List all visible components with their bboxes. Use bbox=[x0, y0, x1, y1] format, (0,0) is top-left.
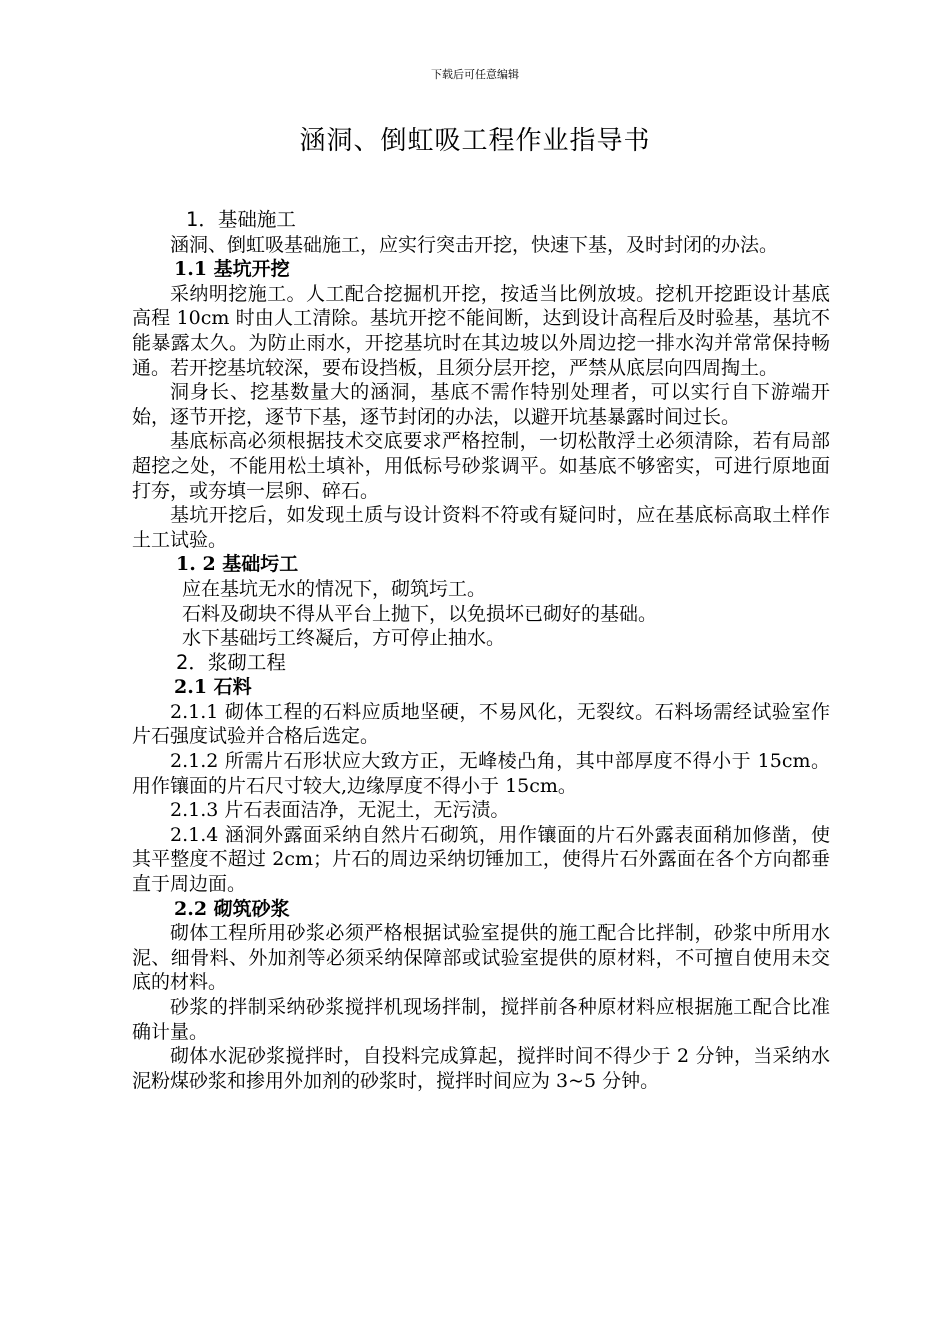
paragraph: 洞身长、挖基数量大的涵洞，基底不需作特别处理者，可以实行自下游端开始，逐节开挖，逐节下基，逐节封闭的办法，以避开坑基暴露时间过长。 bbox=[132, 381, 830, 428]
paragraph: 2.1.4 涵洞外露面采纳自然片石砌筑，用作镶面的片石外露表面稍加修凿，使其平整度不超过 2cm；片石的周边采纳切锤加工，使得片石外露面在各个方向都垂直于周边面。 bbox=[132, 823, 830, 896]
document-body bbox=[132, 208, 830, 1093]
paragraph: 水下基础圬工终凝后，方可停止抽水。 bbox=[182, 627, 506, 650]
section-heading-1-1: 1.1 基坑开挖 bbox=[174, 258, 290, 281]
section-heading-2-1: 2.1 石料 bbox=[174, 676, 252, 699]
paragraph: 应在基坑无水的情况下，砌筑圬工。 bbox=[182, 577, 487, 600]
page-header: 下载后可任意编辑 bbox=[431, 68, 519, 81]
paragraph: 基底标高必须根据技术交底要求严格控制，一切松散浮土必须清除，若有局部超挖之处，不能用松土填补，用低标号砂浆调平。如基底不够密实，可进行原地面打夯，或夯填一层卵、碎石。 bbox=[132, 430, 830, 502]
section-heading-1-2: 1. 2 基础圬工 bbox=[176, 553, 299, 576]
paragraph: 石料及砌块不得从平台上抛下，以免损坏已砌好的基础。 bbox=[182, 602, 658, 625]
paragraph: 基坑开挖后，如发现土质与设计资料不符或有疑问时，应在基底标高取土样作土工试验。 bbox=[132, 504, 830, 551]
section-heading-2: 2．浆砌工程 bbox=[176, 650, 286, 674]
document-title: 涵洞、倒虹吸工程作业指导书 bbox=[299, 126, 651, 156]
paragraph: 砂浆的拌制采纳砂浆搅拌机现场拌制，搅拌前各种原材料应根据施工配合比准确计量。 bbox=[132, 996, 830, 1043]
paragraph: 采纳明挖施工。人工配合挖掘机开挖，按适当比例放坡。挖机开挖距设计基底高程 10cm 时由人工清除。基坑开挖不能间断，达到设计高程后及时验基，基坑不能暴露太久。为防止雨水，开挖基坑时在其边坡以外周边挖一排水沟并常常保持畅通。若开挖基坑较深，要布设挡板，且须分层开挖，严禁从底层向四周掏土。 bbox=[132, 282, 830, 379]
paragraph: 砌体工程所用砂浆必须严格根据试验室提供的施工配合比拌制，砂浆中所用水泥、细骨料、外加剂等必须采纳保障部或试验室提供的原材料，不可擅自使用未交底的材料。 bbox=[132, 922, 830, 994]
paragraph: 涵洞、倒虹吸基础施工，应实行突击开挖，快速下基，及时封闭的办法。 bbox=[170, 233, 779, 256]
paragraph: 砌体水泥砂浆搅拌时，自投料完成算起，搅拌时间不得少于 2 分钟，当采纳水泥粉煤砂浆和掺用外加剂的砂浆时，搅拌时间应为 3~5 分钟。 bbox=[132, 1045, 830, 1092]
section-heading-2-2: 2.2 砌筑砂浆 bbox=[174, 897, 290, 920]
section-heading-1: 1．基础施工 bbox=[186, 208, 296, 231]
paragraph: 2.1.2 所需片石形状应大致方正，无峰棱凸角，其中部厚度不得小于 15cm。用作镶面的片石尺寸较大,边缘厚度不得小于 15cm。 bbox=[132, 750, 830, 797]
paragraph: 2.1.3 片石表面洁净，无泥土，无污渍。 bbox=[170, 799, 510, 822]
paragraph: 2.1.1 砌体工程的石料应质地坚硬，不易风化，无裂纹。石料场需经试验室作片石强度试验并合格后选定。 bbox=[132, 700, 830, 748]
